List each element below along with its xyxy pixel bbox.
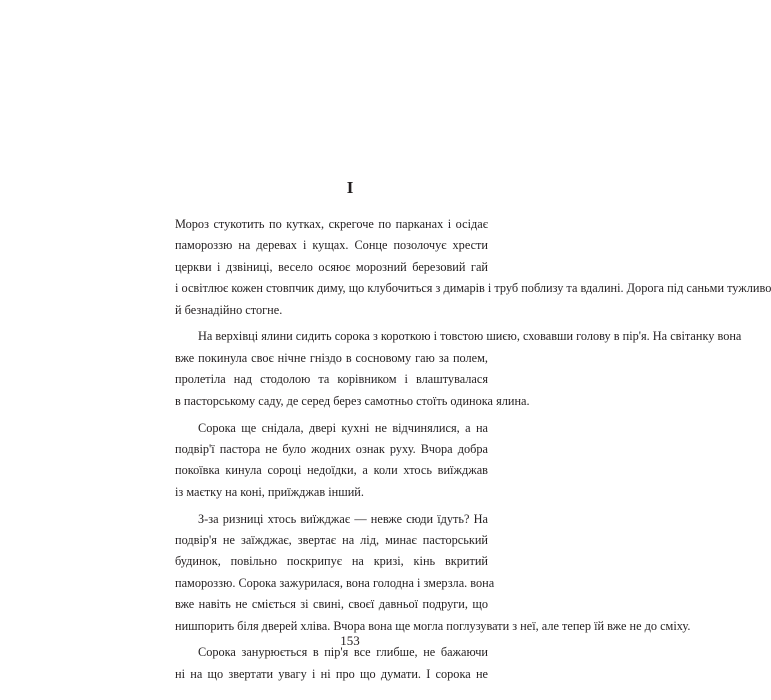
page-number: 153 bbox=[340, 633, 360, 648]
text-line: покоївка кинула сороці недоїдки, а коли хтось виїжджав bbox=[175, 463, 488, 478]
text-line: нишпорить біля дверей хліва. Вчора вона ще могла поглузувати з неї, але тепер їй вже не до сміху. bbox=[175, 618, 691, 633]
paragraph bbox=[175, 214, 771, 321]
body-text bbox=[175, 214, 771, 685]
text-line: памороззю. Сорока зажурилася, вона голодна і змерзла. вона bbox=[175, 575, 495, 590]
text-line: Мороз стукотить по кутках, скрегоче по парканах і осідає bbox=[175, 217, 488, 231]
paragraph bbox=[175, 326, 742, 412]
text-line: Сорока занурюється в пір'я все глибше, не бажаючи bbox=[198, 645, 488, 660]
paragraph bbox=[175, 418, 488, 504]
text-line: На верхівці ялини сидить сорока з короткою і товстою шиєю, сховавши голову в пір'я. На світанку вона bbox=[198, 329, 742, 344]
text-line: церкви і дзвіниці, весело осяює морозний березовий гай bbox=[175, 259, 488, 274]
chapter-number: I bbox=[346, 178, 354, 197]
paragraph bbox=[175, 509, 691, 637]
text-line: подвір'ї пастора не було жодних ознак руху. Вчора добра bbox=[175, 441, 488, 456]
text-line: вже навіть не сміється зі свині, своєї давньої подруги, що bbox=[175, 597, 488, 612]
text-line: будинок, повільно поскрипує на кризі, кінь вкритий bbox=[175, 554, 488, 569]
text-line: подвір'я не заїжджає, звертає на лід, минає пасторський bbox=[175, 532, 488, 547]
text-line: пролетіла над стодолою та корівником і влаштувалася bbox=[175, 372, 488, 387]
text-line: із маєтку на коні, приїжджав інший. bbox=[175, 484, 364, 499]
text-line: вже покинула своє нічне гніздо в сосновому гаю за полем, bbox=[175, 350, 488, 365]
text-line: З-за ризниці хтось виїжджає — невже сюди їдуть? На bbox=[198, 511, 488, 526]
text-line: й безнадійно стогне. bbox=[175, 302, 283, 317]
text-line: і освітлює кожен стовпчик диму, що клубочиться з димарів і труб поблизу та вдалині. Дорога під саньми тужливо bbox=[175, 281, 771, 296]
text-line: ні на що звертати увагу і ні про що думати. І сорока не bbox=[175, 666, 488, 681]
text-line: в пасторському саду, де серед берез самотньо стоїть одинока ялина. bbox=[175, 393, 530, 408]
text-line: памороззю на деревах і кущах. Сонце позолочує хрести bbox=[175, 238, 488, 253]
text-line: Сорока ще снідала, двері кухні не відчинялися, а на bbox=[198, 420, 488, 435]
